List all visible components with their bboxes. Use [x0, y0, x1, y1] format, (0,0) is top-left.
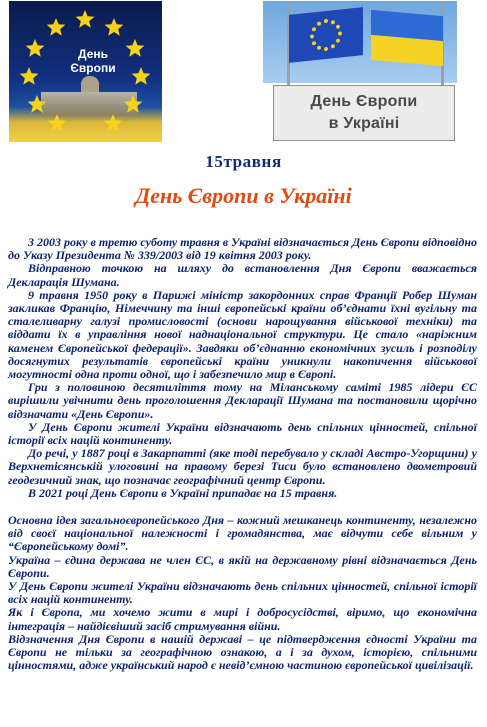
star-icon	[126, 39, 145, 57]
paragraph: До речі, у 1887 році в Закарпатті (яке тоді перебувало у складі Австро-Угорщини) у Верхнетісянській улоговині на правому березі Тиси було встановлено двометровий геодезичний знак, що позначає географічний центр Європи.	[8, 446, 477, 487]
paragraph: Україна – єдина держава не член ЄС, в якій на державному рівні відзначається День Європи.	[8, 552, 477, 580]
star-icon	[104, 114, 123, 132]
paragraph: Відзначення Дня Європи в нашій державі – це підтвердження єдності України та Європи не тільки за географічною ознакою, а і за духом, історією, спільними цінностями, адже український народ є невід’ємною частиною європейської цивілізації.	[8, 631, 477, 673]
star-icon	[76, 10, 95, 28]
page-title: День Європи в Україні	[135, 183, 352, 208]
europe-day-image	[9, 1, 162, 142]
section-history	[8, 236, 477, 500]
section-meaning	[8, 514, 477, 672]
star-icon	[47, 18, 66, 36]
paragraph: Основна ідея загальноєвропейського Дня – кожний мешканець континенту, незалежно від своєї національної належності і громадянства, має відчути себе вільним у “Європейському домі”.	[8, 513, 477, 554]
sign-line-2: в Україні	[328, 115, 400, 132]
flags-image	[263, 1, 457, 142]
ukraine-flag	[371, 10, 443, 66]
paragraph: У День Європи жителі України відзначають день спільних цінностей, спільної історії всіх націй континенту.	[8, 419, 477, 448]
eu-flag	[289, 7, 363, 63]
date-heading: 15травня	[205, 152, 282, 171]
eu-flag-stars	[289, 7, 363, 63]
star-icon	[28, 95, 47, 113]
star-icon	[26, 39, 45, 57]
article-body	[8, 236, 477, 673]
star-icon	[20, 67, 39, 85]
paragraph: Як і Європа, ми хочемо жити в мирі і добросусідстві, віримо, що економічна інтеграція – найдієвіший засіб стримування війни.	[8, 605, 477, 633]
sign-board	[273, 85, 455, 141]
paragraph: Відправною точкою на шляху до встановлення Дня Європи вважається Декларація Шумана.	[8, 261, 477, 289]
section-gap	[8, 500, 477, 514]
star-icon	[124, 95, 143, 113]
paragraph: 3 2003 року в третю суботу травня в Україні відзначається День Європи відповідно до Указу Президента № 339/2003 від 19 квітня 2003 року.	[8, 235, 477, 263]
label-line-2: Європи	[70, 61, 116, 75]
star-icon	[132, 67, 151, 85]
paragraph: Гри з половиною десятиліття тому на Міланському саміті 1985 лідери ЄС вирішили увічнити день проголошення Декларації Шумана та постановили щорічно відзначати «День Європи».	[8, 380, 477, 421]
star-icon	[105, 18, 124, 36]
sign-line-1: День Європи	[310, 93, 418, 110]
label-line-1: День	[78, 47, 108, 61]
paragraph: У День Європи жителі України відзначають день спільних цінностей, спільної історії всіх націй континенту.	[8, 579, 477, 607]
europe-day-label	[63, 47, 123, 75]
paragraph: В 2021 році День Європи в Україні припадає на 15 травня.	[28, 485, 338, 500]
star-icon	[48, 114, 67, 132]
paragraph: 9 травня 1950 року в Парижі міністр закордонних справ Франції Робер Шуман закликав Францію, Німеччину та інші європейські країни об’єднати їхні вугільну та сталеливарну галузі промисловості (основи нарощування військової техніки) та віддати їх в управління нової наднаціональної структури. Це стало «наріжним каменем Європейської федерації». Завдяки об’єднанню економічних зусиль і розподілу досягнутих результатів європейські країни уникнули накопичення військової могутності одна проти одної, що і забезпечило мир в Європі.	[8, 287, 477, 382]
